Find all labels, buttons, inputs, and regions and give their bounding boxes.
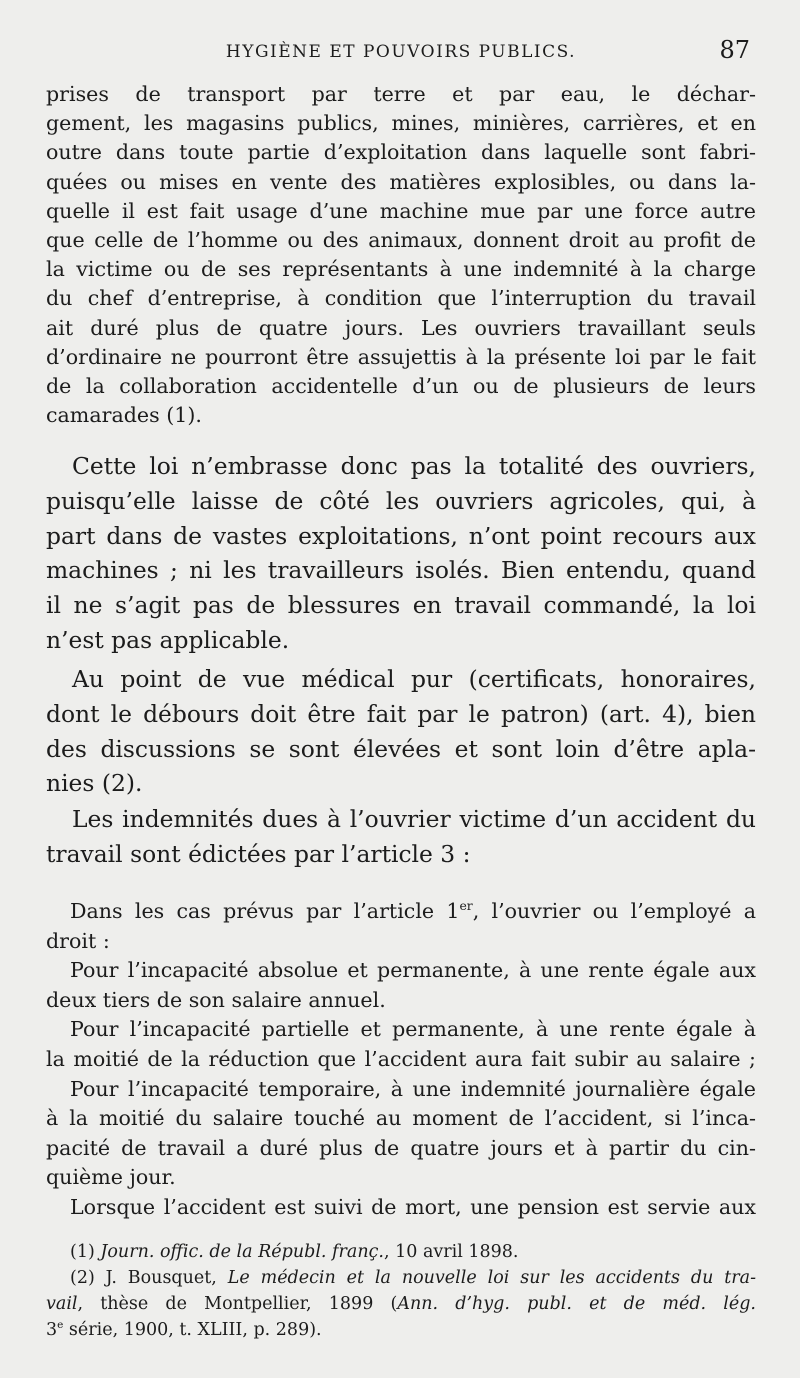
text-line: outre dans toute partie d’exploitation dans laquelle sont fabri- [46, 140, 756, 165]
text-line: Dans les cas prévus par l’article 1er, l’ouvrier ou l’employé a [70, 899, 756, 923]
page-number: 87 [719, 36, 750, 64]
text-line: part dans de vastes exploitations, n’ont point recours aux [46, 521, 756, 550]
text-line: quelle il est fait usage d’une machine mue par une force autre [46, 198, 756, 223]
text-line: de la collaboration accidentelle d’un ou de plusieurs de leurs [46, 374, 756, 399]
text-line: Lorsque l’accident est suivi de mort, une pension est servie aux [70, 1194, 756, 1219]
text-line: que celle de l’homme ou des animaux, donnent droit au profit de [46, 228, 756, 253]
running-title: HYGIÈNE ET POUVOIRS PUBLICS. [225, 42, 577, 62]
text-line: des discussions se sont élevées et sont loin d’être apla- [46, 734, 756, 763]
text-line: Les indemnités dues à l’ouvrier victime d’un accident du [72, 805, 756, 833]
quoted-article [46, 897, 756, 1223]
text-line: il ne s’agit pas de blessures en travail commandé, la loi [46, 591, 756, 620]
text-line: quième jour. [46, 1165, 176, 1190]
text-line: Pour l’incapacité temporaire, à une indemnité journalière égale [70, 1076, 756, 1101]
text-line: Au point de vue médical pur (certificats, honoraires, [72, 665, 756, 693]
text-line: d’ordinaire ne pourront être assujettis à la présente loi par le fait [46, 344, 756, 369]
paragraph-indemnities [46, 802, 756, 872]
text-line: travail sont édictées par l’article 3 : [46, 839, 471, 868]
footnote-2: (2) J. Bousquet, Le médecin et la nouvelle loi sur les accidents du tra- [70, 1268, 756, 1288]
footnote-1: (1) Journ. offic. de la Républ. franç., 10 avril 1898. [70, 1242, 519, 1262]
text-line: ait duré plus de quatre jours. Les ouvriers travaillant seuls [46, 315, 756, 340]
text-line: n’est pas applicable. [46, 625, 290, 654]
text-line: la moitié de la réduction que l’accident aura fait subir au salaire ; [46, 1046, 756, 1071]
footnotes [46, 1239, 756, 1343]
text-line: à la moitié du salaire touché au moment de l’accident, si l’inca- [46, 1106, 756, 1131]
text-line: Cette loi n’embrasse donc pas la totalité des ouvriers, [72, 452, 756, 480]
text-line: Pour l’incapacité absolue et permanente, à une rente égale aux [70, 958, 756, 983]
text-line: droit : [46, 928, 110, 953]
text-line: quées ou mises en vente des matières explosibles, ou dans la- [46, 169, 756, 194]
text-line: la victime ou de ses représentants à une indemnité à la charge [46, 257, 756, 282]
text-line: deux tiers de son salaire annuel. [46, 987, 386, 1012]
text-line: prises de transport par terre et par eau, le déchar- [46, 82, 756, 106]
page-header [46, 34, 756, 70]
text-line: machines ; ni les travailleurs isolés. Bien entendu, quand [46, 556, 756, 585]
paragraph-scope [46, 449, 756, 658]
footnote-2-line: vail, thèse de Montpellier, 1899 (Ann. d’hyg. publ. et de méd. lég. [46, 1294, 756, 1314]
text-line: nies (2). [46, 769, 143, 798]
text-line: pacité de travail a duré plus de quatre jours et à partir du cin- [46, 1135, 756, 1160]
text-line: camarades (1). [46, 403, 202, 428]
footnote-2-line: 3e série, 1900, t. XLIII, p. 289). [46, 1319, 322, 1340]
text-line: du chef d’entreprise, à condition que l’interruption du travail [46, 286, 756, 311]
text-line: dont le débours doit être fait par le patron) (art. 4), bien [46, 699, 756, 728]
text-line: puisqu’elle laisse de côté les ouvriers agricoles, qui, à [46, 486, 756, 515]
paragraph-medical [46, 662, 756, 801]
paragraph-continuation [46, 80, 756, 430]
text-line: gement, les magasins publics, mines, minières, carrières, et en [46, 111, 756, 136]
text-line: Pour l’incapacité partielle et permanente, à une rente égale à [70, 1017, 756, 1042]
